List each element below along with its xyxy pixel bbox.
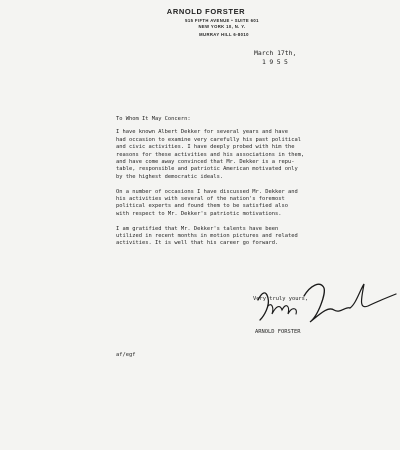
text-line: and have come away convinced that Mr. Dekker is a repu- [116, 159, 295, 166]
date-block [254, 49, 296, 67]
text-line: table, responsible and patriotic American motivated only [116, 166, 298, 173]
salutation: To Whom It May Concern: [116, 116, 191, 122]
letterhead-address-line-1: 515 FIFTH AVENUE • SUITE 601 [185, 17, 259, 23]
date-year: 1955 [262, 58, 292, 66]
reference-initials: af/egf [116, 352, 136, 358]
paragraph-2 [116, 189, 396, 219]
text-line: On a number of occasions I have discussed Mr. Dekker and [116, 188, 298, 195]
text-line: by the highest democratic ideals. [116, 173, 224, 180]
text-line: I have known Albert Dekker for several years and have [116, 129, 289, 136]
text-line: political experts and found them to be satisfied also [116, 203, 289, 210]
text-line: reasons for these activities and his associations in them, [116, 151, 305, 158]
paragraph-1 [116, 129, 396, 181]
closing: Very truly yours, [253, 296, 309, 302]
text-line: and civic activities. I have deeply probed with him the [116, 144, 295, 151]
text-line: with respect to Mr. Dekker's patriotic motivations. [116, 210, 282, 217]
text-line: had occasion to examine very carefully his past political [116, 136, 301, 143]
typed-signature-name: ARNOLD FORSTER [255, 329, 301, 335]
paragraph-3 [116, 226, 396, 248]
text-line: I am gratified that Mr. Dekker's talents have been [116, 225, 279, 232]
letterhead-name: ARNOLD FORSTER [166, 7, 246, 16]
letterhead-phone: MURRAY HILL 6-8010 [199, 32, 249, 37]
letter-body [116, 116, 396, 248]
text-line: utilized in recent months in motion pictures and related [116, 233, 298, 240]
text-line: his activities with several of the nation's foremost [116, 196, 285, 203]
letterhead-address-line-2: NEW YORK 10, N. Y. [198, 24, 246, 29]
date-line: March 17th, [254, 49, 297, 57]
letterhead [0, 7, 400, 37]
text-line: activities. It is well that his career go forward. [116, 240, 279, 247]
